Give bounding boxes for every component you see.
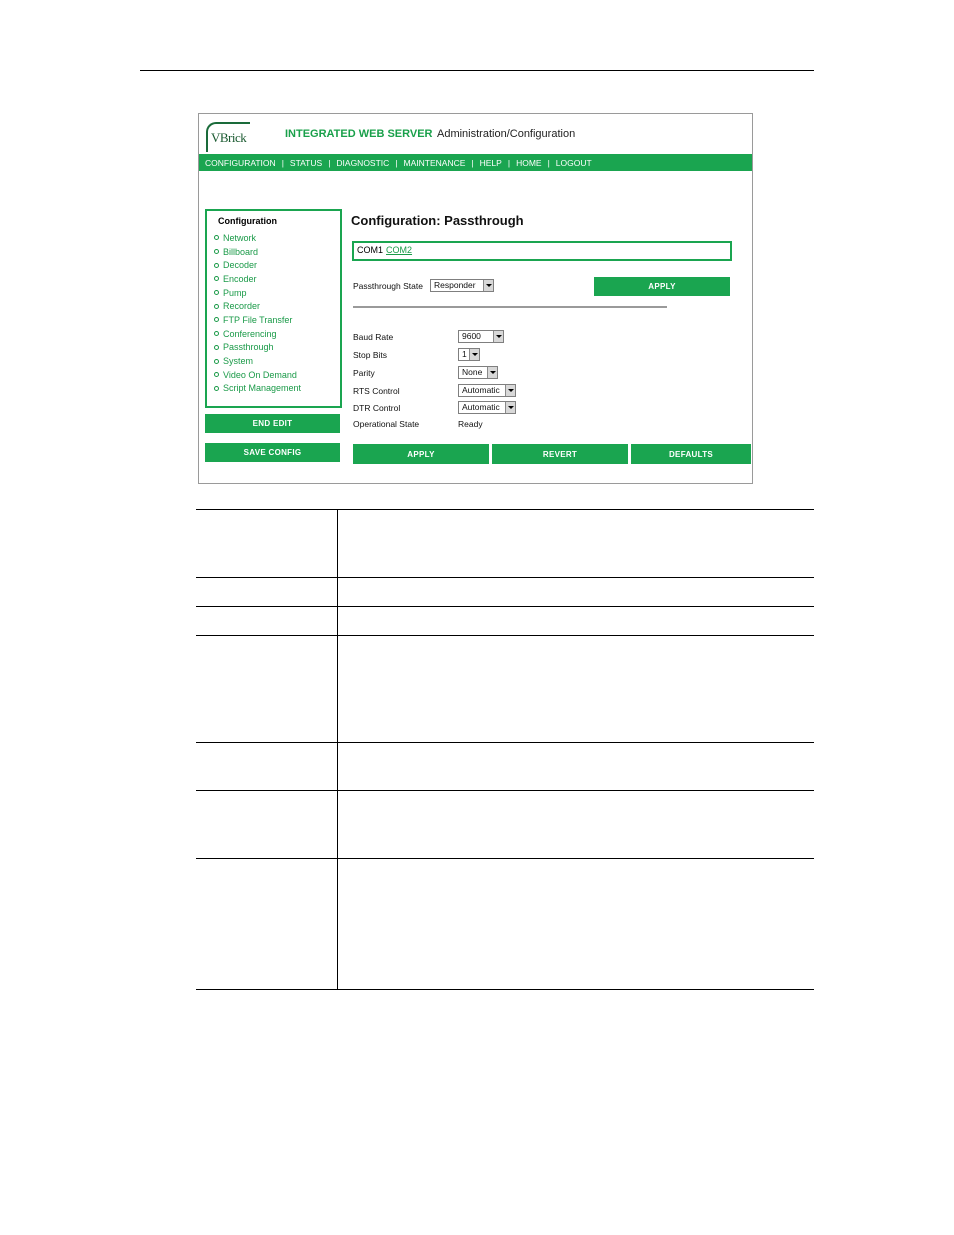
nav-status[interactable]: STATUS	[289, 157, 323, 168]
table-rule	[196, 577, 814, 578]
bullet-icon	[214, 331, 219, 336]
table-rule	[196, 509, 814, 510]
nav-diagnostic[interactable]: DIAGNOSTIC	[336, 157, 390, 168]
nav-separator: |	[507, 157, 511, 168]
table-column-divider	[337, 509, 338, 990]
com-port-tabs	[352, 241, 732, 261]
sidebar-item-system[interactable]: System	[214, 354, 340, 368]
nav-maintenance[interactable]: MAINTENANCE	[403, 157, 466, 168]
web-ui-screenshot	[198, 113, 753, 484]
header-rule	[140, 70, 814, 71]
chevron-down-icon	[493, 331, 503, 342]
dtr-control-label: DTR Control	[353, 403, 401, 413]
sidebar-item-decoder[interactable]: Decoder	[214, 258, 340, 272]
parity-label: Parity	[353, 368, 375, 378]
nav-separator: |	[328, 157, 331, 168]
rts-control-label: RTS Control	[353, 386, 400, 396]
chevron-down-icon	[487, 367, 497, 378]
app-subtitle: Administration/Configuration	[437, 128, 576, 140]
top-nav	[199, 154, 752, 171]
save-config-button[interactable]: SAVE CONFIG	[205, 443, 340, 462]
bullet-icon	[214, 317, 219, 322]
sidebar-item-billboard[interactable]: Billboard	[214, 245, 340, 259]
bullet-icon	[214, 386, 219, 391]
baud-rate-select[interactable]: 9600	[458, 330, 504, 343]
bullet-icon	[214, 304, 219, 309]
sidebar-title: Configuration	[218, 216, 277, 226]
nav-separator: |	[547, 157, 550, 168]
sidebar-item-recorder[interactable]: Recorder	[214, 299, 340, 313]
bullet-icon	[214, 263, 219, 268]
operational-state-value: Ready	[458, 419, 483, 429]
table-rule	[196, 635, 814, 636]
sidebar-item-network[interactable]: Network	[214, 231, 340, 245]
table-rule	[196, 989, 814, 990]
apply-passthrough-button[interactable]: APPLY	[594, 277, 730, 296]
nav-separator: |	[281, 157, 284, 168]
chevron-down-icon	[505, 385, 515, 396]
sidebar-item-ftp[interactable]: FTP File Transfer	[214, 313, 340, 327]
defaults-button[interactable]: DEFAULTS	[631, 444, 751, 464]
revert-button[interactable]: REVERT	[492, 444, 628, 464]
nav-configuration[interactable]: CONFIGURATION	[205, 157, 276, 168]
table-rule	[196, 742, 814, 743]
passthrough-state-select[interactable]: Responder	[430, 279, 494, 292]
rts-control-select[interactable]: Automatic	[458, 384, 516, 397]
nav-logout[interactable]: LOGOUT	[555, 157, 592, 168]
apply-button[interactable]: APPLY	[353, 444, 489, 464]
table-rule	[196, 606, 814, 607]
config-sidebar	[205, 209, 342, 408]
section-divider	[353, 306, 667, 308]
bullet-icon	[214, 359, 219, 364]
bullet-icon	[214, 290, 219, 295]
baud-rate-label: Baud Rate	[353, 332, 394, 342]
nav-separator: |	[395, 157, 398, 168]
end-edit-button[interactable]: END EDIT	[205, 414, 340, 433]
app-name: INTEGRATED WEB SERVER	[285, 128, 433, 140]
bullet-icon	[214, 345, 219, 350]
table-rule	[196, 858, 814, 859]
nav-separator: |	[471, 157, 474, 168]
sidebar-item-encoder[interactable]: Encoder	[214, 272, 340, 286]
sidebar-item-vod[interactable]: Video On Demand	[214, 368, 340, 382]
bullet-icon	[214, 249, 219, 254]
stop-bits-select[interactable]: 1	[458, 348, 480, 361]
sidebar-item-conferencing[interactable]: Conferencing	[214, 327, 340, 341]
sidebar-item-script[interactable]: Script Management	[214, 382, 340, 396]
parity-select[interactable]: None	[458, 366, 498, 379]
sidebar-item-pump[interactable]: Pump	[214, 286, 340, 300]
tab-com2[interactable]: COM2	[386, 245, 413, 255]
bullet-icon	[214, 276, 219, 281]
sidebar-item-passthrough[interactable]: Passthrough	[214, 341, 340, 355]
bullet-icon	[214, 235, 219, 240]
vbrick-logo[interactable]: VBrick	[206, 122, 250, 152]
stop-bits-label: Stop Bits	[353, 350, 388, 360]
tab-com1[interactable]: COM1	[357, 245, 384, 255]
page-title: Configuration: Passthrough	[351, 213, 524, 228]
bullet-icon	[214, 372, 219, 377]
operational-state-label: Operational State	[353, 419, 420, 429]
chevron-down-icon	[505, 402, 515, 413]
table-rule	[196, 790, 814, 791]
dtr-control-select[interactable]: Automatic	[458, 401, 516, 414]
nav-home[interactable]: HOME	[516, 157, 542, 168]
passthrough-state-label: Passthrough State	[353, 281, 423, 291]
chevron-down-icon	[469, 349, 479, 360]
chevron-down-icon	[483, 280, 493, 291]
nav-help[interactable]: HELP	[479, 157, 502, 168]
